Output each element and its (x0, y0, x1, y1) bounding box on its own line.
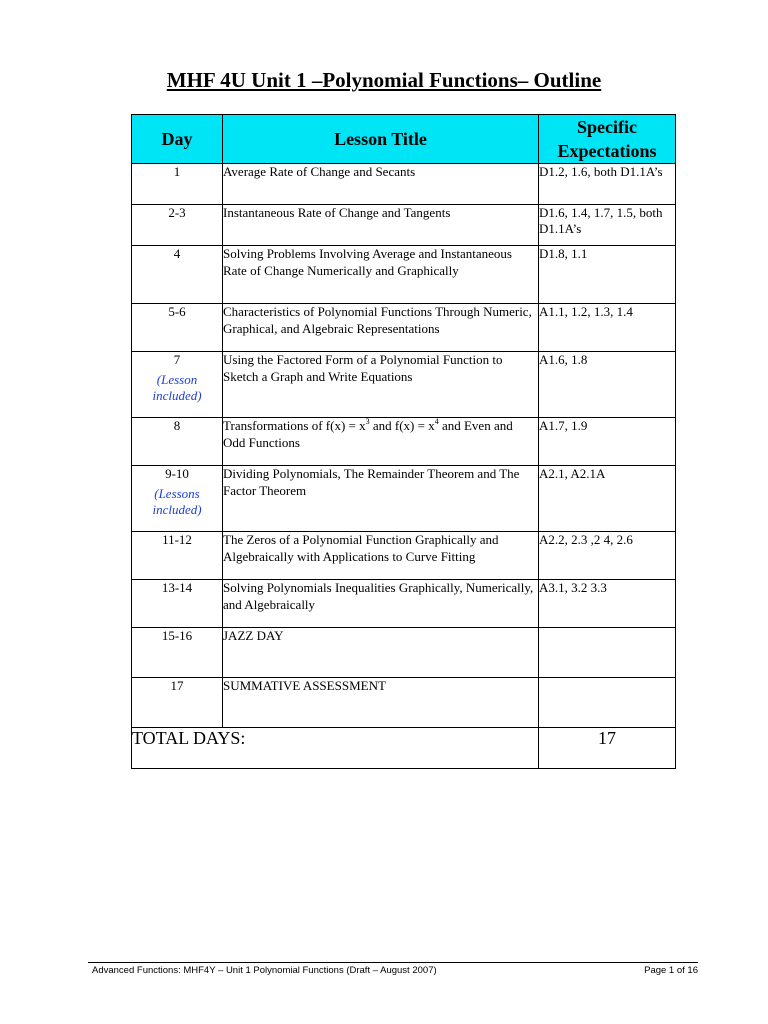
footer-page-number: Page 1 of 16 (644, 965, 698, 976)
lesson-title-cell (223, 418, 539, 466)
table-row (132, 678, 676, 728)
lesson-title-text: and Even and Odd Functions (223, 418, 513, 450)
day-number: 2-3 (168, 205, 186, 220)
day-cell (132, 164, 223, 205)
day-cell (132, 678, 223, 728)
day-cell (132, 628, 223, 678)
header-specific-expectations: Specific Expectations (539, 115, 676, 164)
table-row (132, 352, 676, 418)
day-number: 9-10 (165, 466, 189, 481)
total-days-value: 17 (539, 728, 676, 769)
expectations-cell: A3.1, 3.2 3.3 (539, 580, 676, 628)
day-number: 5-6 (168, 304, 186, 319)
day-number: 7 (173, 352, 181, 367)
lesson-title-text: Transformations of f(x) = x (223, 418, 366, 433)
lesson-title-text: and f(x) = x (369, 418, 435, 433)
lesson-title-text: Characteristics of Polynomial Functions Through Numeric, Graphical, and Algebraic Representations (223, 304, 532, 336)
table-row (132, 580, 676, 628)
lesson-title-text: Solving Problems Involving Average and Instantaneous Rate of Change Numerically and Graphically (223, 246, 512, 278)
day-number: 8 (173, 418, 181, 433)
unit-outline-table (131, 114, 676, 769)
lesson-title-exponent: 3 (365, 417, 370, 426)
header-lesson-title: Lesson Title (223, 115, 539, 164)
table-row (132, 246, 676, 304)
lesson-title-text: Dividing Polynomials, The Remainder Theorem and The Factor Theorem (223, 466, 520, 498)
day-cell (132, 532, 223, 580)
expectations-cell (539, 628, 676, 678)
lesson-title-exponent: 4 (434, 417, 439, 426)
lesson-title-cell (223, 466, 539, 532)
header-day: Day (132, 115, 223, 164)
lesson-title-cell (223, 352, 539, 418)
table-header-row (132, 115, 676, 164)
total-days-label: TOTAL DAYS: (132, 728, 539, 769)
day-number: 1 (173, 164, 181, 179)
day-cell (132, 418, 223, 466)
lesson-title-text: Instantaneous Rate of Change and Tangents (223, 205, 451, 220)
table-row (132, 418, 676, 466)
day-cell (132, 304, 223, 352)
day-number: 11-12 (162, 532, 192, 547)
footer-course-info: Advanced Functions: MHF4Y – Unit 1 Polynomial Functions (Draft – August 2007) (92, 965, 437, 976)
lesson-title-cell (223, 678, 539, 728)
lesson-title-cell (223, 628, 539, 678)
day-number: 17 (170, 678, 184, 693)
lesson-included-note: (Lessons included) (152, 486, 202, 517)
page-title: MHF 4U Unit 1 –Polynomial Functions– Outline (166, 68, 602, 92)
table-row (132, 628, 676, 678)
lesson-title-cell (223, 580, 539, 628)
lesson-title-cell (223, 164, 539, 205)
lesson-title-text: SUMMATIVE ASSESSMENT (223, 678, 386, 693)
expectations-cell: A1.7, 1.9 (539, 418, 676, 466)
expectations-cell: A1.1, 1.2, 1.3, 1.4 (539, 304, 676, 352)
day-number: 13-14 (161, 580, 193, 595)
day-cell (132, 580, 223, 628)
table-row (132, 164, 676, 205)
footer-divider (88, 962, 698, 963)
expectations-cell: A1.6, 1.8 (539, 352, 676, 418)
day-cell (132, 466, 223, 532)
table-row (132, 304, 676, 352)
day-number: 15-16 (161, 628, 193, 643)
expectations-cell: D1.6, 1.4, 1.7, 1.5, both D1.1A’s (539, 205, 676, 246)
lesson-title-text: The Zeros of a Polynomial Function Graphically and Algebraically with Applications to Curve Fitting (223, 532, 499, 564)
day-cell (132, 352, 223, 418)
lesson-title-cell (223, 304, 539, 352)
expectations-cell (539, 678, 676, 728)
lesson-title-text: Solving Polynomials Inequalities Graphically, Numerically, and Algebraically (223, 580, 534, 612)
lesson-title-cell (223, 205, 539, 246)
lesson-included-note: (Lesson included) (152, 372, 202, 403)
expectations-cell: D1.8, 1.1 (539, 246, 676, 304)
lesson-title-text: JAZZ DAY (223, 628, 284, 643)
total-row (132, 728, 676, 769)
lesson-title-cell (223, 532, 539, 580)
expectations-cell: A2.1, A2.1A (539, 466, 676, 532)
table-row (132, 466, 676, 532)
day-number: 4 (173, 246, 181, 261)
day-cell (132, 246, 223, 304)
expectations-cell: D1.2, 1.6, both D1.1A’s (539, 164, 676, 205)
expectations-cell: A2.2, 2.3 ,2 4, 2.6 (539, 532, 676, 580)
table-row (132, 205, 676, 246)
table-row (132, 532, 676, 580)
lesson-title-text: Average Rate of Change and Secants (223, 164, 416, 179)
day-cell (132, 205, 223, 246)
lesson-title-cell (223, 246, 539, 304)
lesson-title-text: Using the Factored Form of a Polynomial Function to Sketch a Graph and Write Equations (223, 352, 503, 384)
